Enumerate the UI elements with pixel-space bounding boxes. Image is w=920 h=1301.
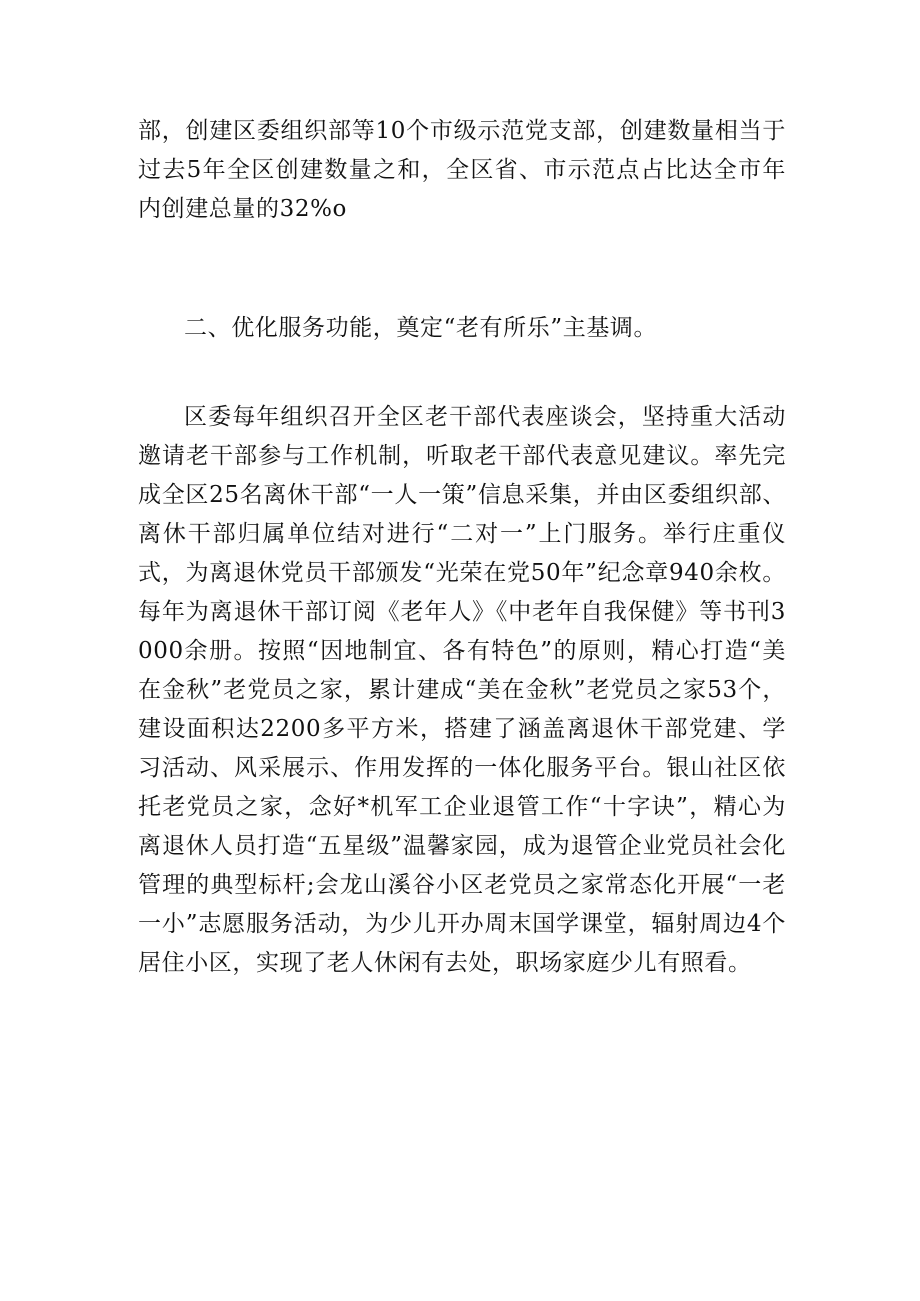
- section-heading: 二、优化服务功能，奠定“老有所乐”主基调。: [184, 315, 658, 341]
- continuation-paragraph: 部，创建区委组织部等10个市级示范党支部，创建数量相当于过去5年全区创建数量之和，全区省、市示范点占比达全市年内创建总量的32%o: [138, 118, 786, 222]
- body-paragraph: 区委每年组织召开全区老干部代表座谈会，坚持重大活动邀请老干部参与工作机制，听取老干部代表意见建议。率先完成全区25名离休干部“一人一策”信息采集，并由区委组织部、离休干部归属单位结对进行“二对一”上门服务。举行庄重仪式，为离退休党员干部颁发“光荣在党50年”纪念章940余枚。每年为离退休干部订阅《老年人》《中老年自我保健》等书刊3000余册。按照“因地制宜、各有特色”的原则，精心打造“美在金秋”老党员之家，累计建成“美在金秋”老党员之家53个，建设面积达2200多平方米，搭建了涵盖离退休干部党建、学习活动、风采展示、作用发挥的一体化服务平台。银山社区依托老党员之家，念好*机军工企业退管工作“十字诀”，精心为离退休人员打造“五星级”温馨家园，成为退管企业党员社会化管理的典型标杆;会龙山溪谷小区老党员之家常态化开展“一老一小”志愿服务活动，为少儿开办周末国学课堂，辐射周边4个居住小区，实现了老人休闲有去处，职场家庭少儿有照看。: [138, 404, 786, 976]
